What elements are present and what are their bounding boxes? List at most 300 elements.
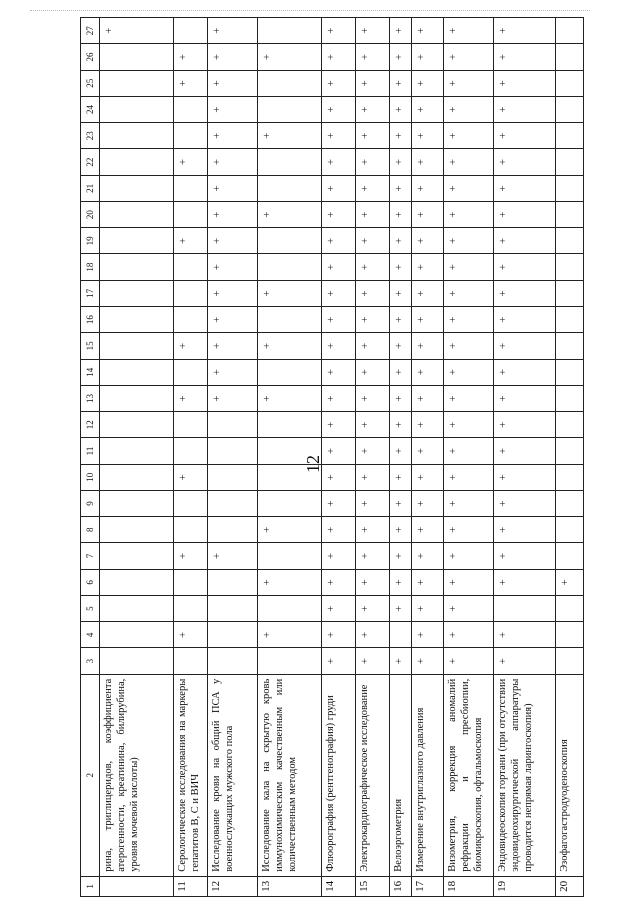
header-cell-24: 24 — [81, 96, 100, 122]
mark-cell — [100, 70, 174, 96]
mark-cell: + — [412, 569, 444, 595]
mark-cell: + — [444, 438, 494, 464]
row-number: 12 — [208, 876, 258, 896]
mark-cell: + — [390, 543, 412, 569]
row-number: 16 — [390, 876, 412, 896]
examination-name: Эзофагогастродуоденоскопия — [556, 674, 584, 876]
mark-cell: + — [494, 333, 556, 359]
mark-cell: + — [356, 464, 390, 490]
mark-cell — [100, 44, 174, 70]
mark-cell: + — [322, 201, 356, 227]
mark-cell — [556, 412, 584, 438]
mark-cell: + — [322, 18, 356, 44]
table-row — [208, 18, 258, 897]
mark-cell — [258, 438, 322, 464]
header-cell-10: 10 — [81, 464, 100, 490]
mark-cell: + — [390, 123, 412, 149]
mark-cell — [100, 438, 174, 464]
mark-cell: + — [494, 438, 556, 464]
mark-cell: + — [412, 412, 444, 438]
mark-cell: + — [494, 149, 556, 175]
mark-cell: + — [356, 648, 390, 674]
mark-cell: + — [208, 385, 258, 411]
header-cell-25: 25 — [81, 70, 100, 96]
mark-cell: + — [494, 123, 556, 149]
mark-cell: + — [444, 44, 494, 70]
header-cell-16: 16 — [81, 307, 100, 333]
mark-cell: + — [494, 44, 556, 70]
mark-cell — [556, 648, 584, 674]
mark-cell — [100, 385, 174, 411]
mark-cell — [100, 149, 174, 175]
mark-cell — [174, 307, 208, 333]
header-cell-23: 23 — [81, 123, 100, 149]
mark-cell — [100, 490, 174, 516]
mark-cell: + — [258, 333, 322, 359]
mark-cell — [174, 123, 208, 149]
mark-cell — [208, 569, 258, 595]
mark-cell — [100, 123, 174, 149]
mark-cell — [174, 648, 208, 674]
mark-cell: + — [322, 254, 356, 280]
mark-cell: + — [390, 595, 412, 621]
mark-cell: + — [208, 123, 258, 149]
mark-cell — [174, 96, 208, 122]
mark-cell — [556, 307, 584, 333]
header-cell-27: 27 — [81, 18, 100, 44]
mark-cell — [258, 307, 322, 333]
mark-cell — [100, 595, 174, 621]
mark-cell: + — [174, 44, 208, 70]
mark-cell: + — [208, 44, 258, 70]
mark-cell: + — [412, 622, 444, 648]
mark-cell — [258, 543, 322, 569]
mark-cell: + — [494, 280, 556, 306]
mark-cell — [258, 175, 322, 201]
mark-cell: + — [556, 569, 584, 595]
mark-cell: + — [208, 96, 258, 122]
mark-cell — [174, 569, 208, 595]
mark-cell: + — [390, 490, 412, 516]
mark-cell: + — [356, 490, 390, 516]
mark-cell: + — [494, 70, 556, 96]
mark-cell: + — [412, 18, 444, 44]
mark-cell — [100, 464, 174, 490]
mark-cell: + — [412, 70, 444, 96]
mark-cell: + — [412, 333, 444, 359]
mark-cell: + — [494, 543, 556, 569]
mark-cell: + — [208, 280, 258, 306]
table-row — [556, 18, 584, 897]
examination-name: Велоэргометрия — [390, 674, 412, 876]
mark-cell: + — [356, 18, 390, 44]
mark-cell: + — [258, 280, 322, 306]
mark-cell: + — [390, 359, 412, 385]
mark-cell: + — [412, 385, 444, 411]
mark-cell: + — [412, 149, 444, 175]
mark-cell: + — [444, 595, 494, 621]
mark-cell: + — [322, 44, 356, 70]
mark-cell: + — [356, 307, 390, 333]
mark-cell: + — [356, 517, 390, 543]
mark-cell: + — [444, 18, 494, 44]
mark-cell: + — [390, 385, 412, 411]
mark-cell — [100, 648, 174, 674]
mark-cell: + — [494, 464, 556, 490]
mark-cell: + — [444, 123, 494, 149]
mark-cell — [258, 464, 322, 490]
header-cell-7: 7 — [81, 543, 100, 569]
mark-cell: + — [356, 438, 390, 464]
mark-cell: + — [322, 517, 356, 543]
scan-edge-line — [30, 10, 590, 11]
mark-cell: + — [174, 385, 208, 411]
mark-cell: + — [390, 307, 412, 333]
header-cell-15: 15 — [81, 333, 100, 359]
mark-cell: + — [356, 359, 390, 385]
mark-cell: + — [444, 96, 494, 122]
mark-cell — [208, 622, 258, 648]
mark-cell: + — [208, 254, 258, 280]
mark-cell: + — [390, 18, 412, 44]
mark-cell: + — [494, 648, 556, 674]
mark-cell: + — [444, 490, 494, 516]
mark-cell: + — [494, 517, 556, 543]
examination-schedule-table — [80, 17, 584, 897]
header-cell-20: 20 — [81, 201, 100, 227]
mark-cell — [556, 149, 584, 175]
mark-cell: + — [322, 70, 356, 96]
mark-cell — [258, 254, 322, 280]
mark-cell — [494, 595, 556, 621]
mark-cell — [556, 517, 584, 543]
examination-name: Измерение внутриглазного давления — [412, 674, 444, 876]
mark-cell — [208, 412, 258, 438]
mark-cell: + — [390, 569, 412, 595]
mark-cell: + — [390, 201, 412, 227]
rotated-table-area — [80, 17, 571, 897]
examination-name: Исследование кала на скрытую кровь иммунохимическим качественным или количественным методом — [258, 674, 322, 876]
mark-cell: + — [100, 18, 174, 44]
mark-cell: + — [322, 622, 356, 648]
mark-cell: + — [322, 228, 356, 254]
mark-cell: + — [494, 175, 556, 201]
mark-cell — [100, 201, 174, 227]
mark-cell: + — [258, 569, 322, 595]
mark-cell — [556, 70, 584, 96]
mark-cell — [174, 254, 208, 280]
mark-cell — [258, 490, 322, 516]
mark-cell: + — [412, 123, 444, 149]
mark-cell: + — [444, 70, 494, 96]
mark-cell — [174, 175, 208, 201]
mark-cell — [100, 307, 174, 333]
mark-cell: + — [174, 149, 208, 175]
table-row — [494, 18, 556, 897]
mark-cell: + — [258, 201, 322, 227]
mark-cell: + — [390, 70, 412, 96]
row-number: 13 — [258, 876, 322, 896]
mark-cell: + — [444, 648, 494, 674]
mark-cell: + — [208, 333, 258, 359]
mark-cell: + — [494, 254, 556, 280]
header-row — [81, 18, 100, 897]
mark-cell: + — [412, 595, 444, 621]
header-cell-1: 1 — [81, 876, 100, 896]
mark-cell: + — [208, 307, 258, 333]
mark-cell — [258, 149, 322, 175]
mark-cell: + — [356, 254, 390, 280]
mark-cell: + — [208, 201, 258, 227]
mark-cell — [208, 464, 258, 490]
mark-cell — [556, 595, 584, 621]
mark-cell — [556, 490, 584, 516]
mark-cell: + — [258, 123, 322, 149]
mark-cell — [174, 201, 208, 227]
row-number — [100, 876, 174, 896]
mark-cell: + — [356, 96, 390, 122]
mark-cell: + — [322, 464, 356, 490]
mark-cell: + — [412, 648, 444, 674]
mark-cell: + — [444, 175, 494, 201]
mark-cell: + — [444, 254, 494, 280]
mark-cell: + — [494, 412, 556, 438]
mark-cell: + — [322, 412, 356, 438]
mark-cell: + — [356, 385, 390, 411]
mark-cell: + — [322, 543, 356, 569]
mark-cell: + — [390, 648, 412, 674]
mark-cell — [208, 595, 258, 621]
mark-cell — [208, 517, 258, 543]
mark-cell: + — [322, 333, 356, 359]
mark-cell: + — [444, 228, 494, 254]
mark-cell: + — [356, 44, 390, 70]
table-row — [444, 18, 494, 897]
mark-cell — [258, 359, 322, 385]
header-cell-18: 18 — [81, 254, 100, 280]
table-row — [100, 18, 174, 897]
mark-cell: + — [258, 622, 322, 648]
mark-cell — [174, 490, 208, 516]
mark-cell — [174, 595, 208, 621]
mark-cell: + — [322, 307, 356, 333]
mark-cell — [100, 517, 174, 543]
mark-cell — [556, 543, 584, 569]
mark-cell: + — [390, 280, 412, 306]
table-body — [100, 18, 584, 897]
examination-name: Визометрия, коррекция аномалий рефракции и пресбиопии, биомикроскопия, офтальмоскопия — [444, 674, 494, 876]
mark-cell — [174, 412, 208, 438]
mark-cell: + — [444, 201, 494, 227]
mark-cell — [556, 622, 584, 648]
mark-cell — [100, 412, 174, 438]
mark-cell — [556, 359, 584, 385]
mark-cell: + — [322, 385, 356, 411]
mark-cell: + — [412, 464, 444, 490]
table-row — [174, 18, 208, 897]
mark-cell: + — [444, 464, 494, 490]
mark-cell — [100, 280, 174, 306]
mark-cell: + — [390, 438, 412, 464]
mark-cell: + — [390, 254, 412, 280]
mark-cell: + — [390, 228, 412, 254]
header-cell-12: 12 — [81, 412, 100, 438]
mark-cell: + — [412, 254, 444, 280]
mark-cell: + — [174, 543, 208, 569]
mark-cell: + — [444, 412, 494, 438]
header-cell-4: 4 — [81, 622, 100, 648]
mark-cell: + — [390, 333, 412, 359]
mark-cell: + — [390, 149, 412, 175]
mark-cell — [208, 648, 258, 674]
mark-cell: + — [208, 175, 258, 201]
mark-cell — [556, 18, 584, 44]
mark-cell: + — [444, 385, 494, 411]
mark-cell: + — [258, 44, 322, 70]
mark-cell: + — [208, 18, 258, 44]
mark-cell: + — [494, 385, 556, 411]
header-cell-22: 22 — [81, 149, 100, 175]
mark-cell: + — [208, 543, 258, 569]
mark-cell — [208, 490, 258, 516]
mark-cell: + — [322, 648, 356, 674]
mark-cell: + — [494, 307, 556, 333]
mark-cell: + — [322, 438, 356, 464]
header-cell-26: 26 — [81, 44, 100, 70]
mark-cell: + — [258, 517, 322, 543]
mark-cell: + — [208, 359, 258, 385]
mark-cell: + — [412, 280, 444, 306]
mark-cell: + — [412, 490, 444, 516]
table-row — [412, 18, 444, 897]
mark-cell: + — [356, 622, 390, 648]
header-cell-11: 11 — [81, 438, 100, 464]
mark-cell: + — [356, 70, 390, 96]
mark-cell — [174, 438, 208, 464]
mark-cell — [174, 18, 208, 44]
mark-cell: + — [208, 70, 258, 96]
mark-cell: + — [322, 490, 356, 516]
row-number: 20 — [556, 876, 584, 896]
mark-cell: + — [412, 96, 444, 122]
mark-cell — [100, 359, 174, 385]
header-cell-19: 19 — [81, 228, 100, 254]
mark-cell — [100, 622, 174, 648]
examination-name: Исследование крови на общий ПСА у военнослужащих мужского пола — [208, 674, 258, 876]
mark-cell: + — [494, 18, 556, 44]
mark-cell: + — [322, 359, 356, 385]
mark-cell: + — [390, 464, 412, 490]
mark-cell: + — [412, 359, 444, 385]
mark-cell — [556, 464, 584, 490]
mark-cell — [258, 648, 322, 674]
mark-cell: + — [258, 385, 322, 411]
mark-cell: + — [208, 228, 258, 254]
mark-cell: + — [322, 280, 356, 306]
mark-cell — [556, 44, 584, 70]
table-wrapper — [80, 17, 571, 897]
mark-cell: + — [356, 201, 390, 227]
mark-cell — [100, 228, 174, 254]
mark-cell: + — [444, 333, 494, 359]
mark-cell: + — [322, 123, 356, 149]
row-number: 17 — [412, 876, 444, 896]
mark-cell: + — [356, 123, 390, 149]
mark-cell: + — [322, 149, 356, 175]
header-cell-13: 13 — [81, 385, 100, 411]
row-number: 18 — [444, 876, 494, 896]
mark-cell: + — [444, 569, 494, 595]
mark-cell — [258, 228, 322, 254]
examination-name: Электрокардиографическое исследование — [356, 674, 390, 876]
mark-cell — [390, 622, 412, 648]
row-number: 19 — [494, 876, 556, 896]
mark-cell — [556, 123, 584, 149]
mark-cell: + — [444, 517, 494, 543]
mark-cell: + — [322, 175, 356, 201]
mark-cell: + — [494, 359, 556, 385]
mark-cell: + — [356, 175, 390, 201]
mark-cell — [100, 333, 174, 359]
mark-cell: + — [390, 175, 412, 201]
table-row — [258, 18, 322, 897]
mark-cell: + — [356, 543, 390, 569]
header-cell-17: 17 — [81, 280, 100, 306]
mark-cell: + — [174, 464, 208, 490]
mark-cell — [100, 254, 174, 280]
row-number: 14 — [322, 876, 356, 896]
mark-cell: + — [494, 201, 556, 227]
mark-cell: + — [174, 228, 208, 254]
header-cell-5: 5 — [81, 595, 100, 621]
header-cell-9: 9 — [81, 490, 100, 516]
mark-cell: + — [390, 517, 412, 543]
mark-cell: + — [444, 622, 494, 648]
mark-cell — [174, 517, 208, 543]
row-number: 11 — [174, 876, 208, 896]
page-number: 12 — [303, 455, 323, 473]
mark-cell: + — [356, 280, 390, 306]
mark-cell: + — [412, 517, 444, 543]
mark-cell: + — [356, 412, 390, 438]
mark-cell — [258, 70, 322, 96]
mark-cell — [100, 543, 174, 569]
mark-cell: + — [412, 543, 444, 569]
table-row — [390, 18, 412, 897]
header-cell-8: 8 — [81, 517, 100, 543]
mark-cell — [258, 412, 322, 438]
mark-cell: + — [412, 228, 444, 254]
mark-cell — [556, 254, 584, 280]
mark-cell — [556, 201, 584, 227]
mark-cell — [258, 18, 322, 44]
mark-cell: + — [356, 149, 390, 175]
mark-cell: + — [412, 201, 444, 227]
mark-cell — [208, 438, 258, 464]
mark-cell: + — [494, 490, 556, 516]
mark-cell: + — [322, 569, 356, 595]
mark-cell: + — [208, 149, 258, 175]
mark-cell — [556, 175, 584, 201]
mark-cell: + — [356, 228, 390, 254]
mark-cell: + — [174, 70, 208, 96]
mark-cell: + — [444, 280, 494, 306]
mark-cell — [100, 569, 174, 595]
mark-cell: + — [444, 307, 494, 333]
table-row — [356, 18, 390, 897]
examination-name: рина, триглицеридов, коэффициента атерогенности, креатинина, билирубина, уровня мочевой кислоты) — [100, 674, 174, 876]
mark-cell: + — [494, 622, 556, 648]
